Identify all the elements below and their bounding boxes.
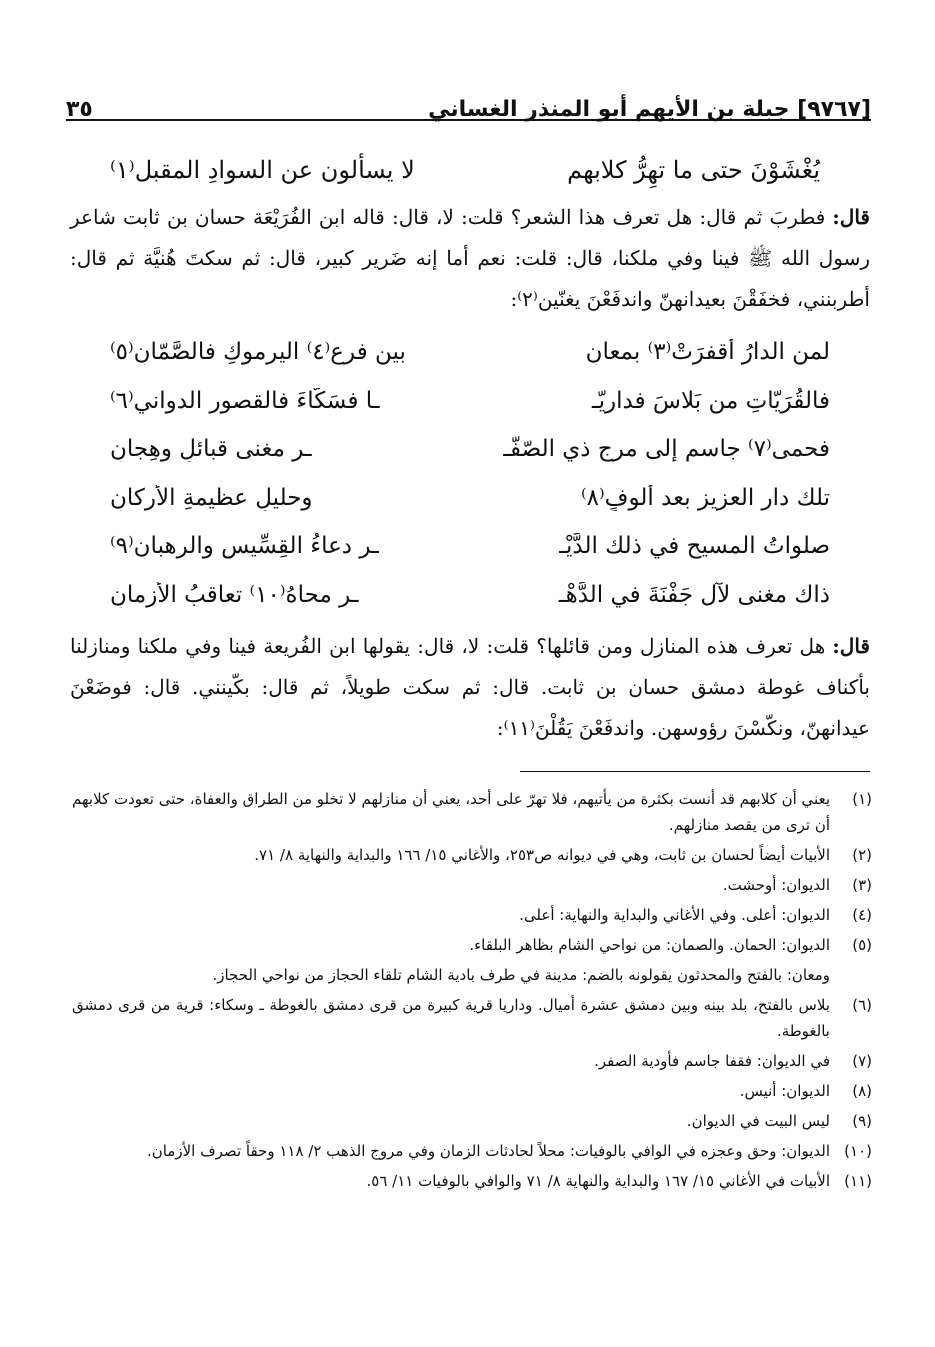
verse-first-hemistich: صلواتُ المسيح في ذلك الدَّيْـ bbox=[559, 533, 830, 560]
verse-second-hemistich: وحليلٍ عظيمةِ الأركانِ bbox=[110, 484, 313, 511]
footnote bbox=[72, 872, 872, 898]
footnote-continuation bbox=[72, 962, 872, 988]
verse-first-hemistich: فحمى⁽٧⁾ جاسم إلى مرج ذي الصّفّـ bbox=[503, 436, 830, 463]
running-header bbox=[66, 82, 871, 122]
footnote-number: (١٠) bbox=[844, 1142, 872, 1160]
poem-verse bbox=[110, 522, 830, 571]
verse-first-hemistich: فالقُرَيّاتِ من بَلاسَ فداريّـ bbox=[591, 387, 830, 414]
footnote-text: الديوان: أعلى. وفي الأغاني والبداية والنهاية: أعلى. bbox=[519, 906, 830, 924]
footnote-text: الديوان: وحق وعجزه في الوافي بالوفيات: محلاً لحادثات الزمان وفي مروج الذهب ٢/ ١١٨ وحقاً تصرف الأزمان. bbox=[146, 1142, 830, 1160]
verse-first-hemistich: يُغْشَوْنَ حتى ما تهِرُّ كلابهم bbox=[567, 156, 820, 184]
footnote bbox=[72, 1108, 872, 1134]
footnote bbox=[72, 1048, 872, 1074]
footnote-text: في الديوان: فقفا جاسم فأودية الصفر. bbox=[594, 1052, 830, 1070]
footnote bbox=[72, 932, 872, 958]
footnote bbox=[72, 1078, 872, 1104]
verse-second-hemistich: ـا فسَكّاءَ فالقصورِ الدواني⁽٦⁾ bbox=[110, 387, 380, 414]
poem-verse bbox=[110, 328, 830, 377]
footnote-number: (٢) bbox=[852, 846, 872, 864]
verse-first-hemistich: لمن الدارُ أقفرَتْ⁽٣⁾ بمعانِ bbox=[585, 339, 830, 366]
footnote bbox=[72, 902, 872, 928]
footnote-text: الديوان: أنيس. bbox=[739, 1082, 830, 1100]
footnote-text: يعني أن كلابهم قد أنست بكثرة من يأتيهم، فلا تهرّ على أحد، يعني أن منازلهم لا تخلو من الطراق والعفاة، حتى تعودت كلابهم أن ترى من يقصد منازلهم. bbox=[72, 790, 830, 834]
poem-verse bbox=[110, 377, 830, 426]
footnote-number: (١١) bbox=[844, 1172, 872, 1190]
poem bbox=[110, 328, 830, 619]
paragraph-lead: قال: bbox=[832, 634, 870, 658]
verse-second-hemistich: ـرِ مغنى قبائلٍ وهِجانِ bbox=[110, 436, 312, 463]
verse-first-hemistich: تلك دار العزيزِ بعد ألوفٍ⁽٨⁾ bbox=[580, 484, 830, 511]
footnote bbox=[72, 992, 872, 1044]
paragraph-text: فطربَ ثم قال: هل تعرف هذا الشعر؟ قلت: لا، قال: قاله ابن الفُرَيْعَة حسان بن ثابت شاعر رسول الله ﷺ فينا وفي ملكنا، قال: قلت: نعم أما إنه ضَرير كبير، قال: ثم سكتَ هُنيَّة ثم قال: أطربنني، فخفَقْنَ بعيدانهنّ واندفَعْنَ يغنّين⁽٢⁾: bbox=[70, 205, 870, 311]
footnote-number: (١) bbox=[852, 790, 872, 808]
footnote bbox=[72, 1138, 872, 1164]
footnote-text: ليس البيت في الديوان. bbox=[686, 1112, 830, 1130]
footnote-text: الأبيات في الأغاني ١٥/ ١٦٧ والبداية والنهاية ٨/ ٧١ والوافي بالوفيات ١١/ ٥٦. bbox=[366, 1172, 830, 1190]
footnote-number: (٦) bbox=[852, 996, 872, 1014]
poem-verse bbox=[110, 425, 830, 474]
header-divider bbox=[66, 119, 871, 121]
page-number: ٣٥ bbox=[66, 97, 93, 122]
footnote bbox=[72, 842, 872, 868]
footnote-text: بلاس بالفتح، بلد بينه وبين دمشق عشرة أميال. وداريا قرية كبيرة من قرى دمشق بالغوطة ـ وسكاء: قرية من قرى دمشق بالغوطة. bbox=[72, 996, 830, 1040]
verse-second-hemistich: لا يسألون عن السوادِ المقبل⁽١⁾ bbox=[110, 156, 415, 184]
footnote-number: (٧) bbox=[852, 1052, 872, 1070]
footnote-number: (٥) bbox=[852, 936, 872, 954]
verse-second-hemistich: ـرِ محاهُ⁽١٠⁾ تعاقبُ الأزمانِ bbox=[110, 581, 359, 608]
chapter-title: [٩٧٦٧] جبلة بن الأيهم أبو المنذر الغساني bbox=[428, 97, 871, 122]
footnote-divider bbox=[520, 771, 870, 772]
footnote-number: (٤) bbox=[852, 906, 872, 924]
footnotes bbox=[72, 786, 872, 1198]
verse-second-hemistich: بين فرعٍ⁽٤⁾ اليرموكِ فالصَّمّانِ⁽٥⁾ bbox=[110, 339, 406, 366]
paragraph-lead: قال: bbox=[832, 205, 870, 229]
footnote-text: ومعان: بالفتح والمحدثون يقولونه بالضم: مدينة في طرف بادية الشام تلقاء الحجاز من نواحي الحجاز. bbox=[212, 966, 830, 984]
footnote-text: الديوان: الحمان. والصمان: من نواحي الشام بظاهر البلقاء. bbox=[469, 936, 830, 954]
opening-verse bbox=[110, 150, 820, 190]
paragraph-1 bbox=[70, 197, 870, 320]
paragraph-2 bbox=[70, 626, 870, 749]
paragraph-text: هل تعرف هذه المنازل ومن قائلها؟ قلت: لا، قال: يقولها ابن الفُريعة فينا وفي ملكنا ومنازلنا بأكناف غوطة دمشق حسان بن ثابت. قال: ثم سكت طويلاً، ثم قال: بكّينني. قال: فوضَعْنَ عيدانهنّ، ونكّسْنَ رؤوسهن. واندفَعْنَ يَقُلْنَ⁽١١⁾: bbox=[70, 634, 870, 740]
footnote-number: (٣) bbox=[852, 876, 872, 894]
footnote-number: (٩) bbox=[852, 1112, 872, 1130]
poem-verse bbox=[110, 571, 830, 620]
verse-first-hemistich: ذاك مغنى لآل جَفْنَةَ في الدَّهْـ bbox=[558, 581, 830, 608]
footnote-number: (٨) bbox=[852, 1082, 872, 1100]
footnote-text: الديوان: أوحشت. bbox=[722, 876, 830, 894]
verse-second-hemistich: ـرِ دعاءُ القِسِّيسِ والرهبانِ⁽٩⁾ bbox=[110, 533, 379, 560]
poem-verse bbox=[110, 474, 830, 523]
footnote bbox=[72, 786, 872, 838]
footnote-text: الأبيات أيضاً لحسان بن ثابت، وهي في ديوانه ص٢٥٣، والأغاني ١٥/ ١٦٦ والبداية والنهاية ٨/ ٧١. bbox=[254, 846, 830, 864]
footnote bbox=[72, 1168, 872, 1194]
